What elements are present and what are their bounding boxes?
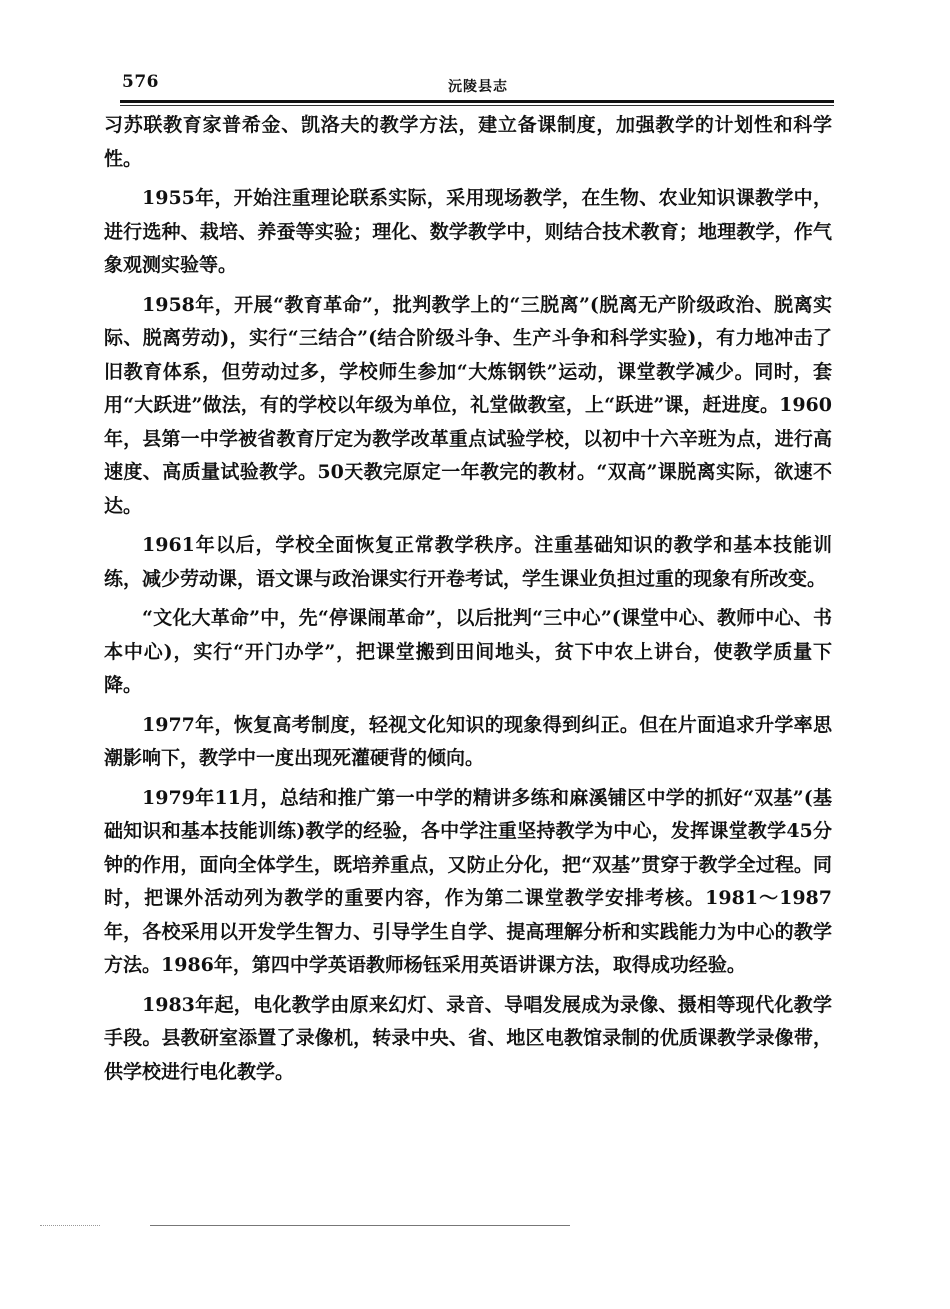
paragraph: 1979年11月，总结和推广第一中学的精讲多练和麻溪铺区中学的抓好“双基”(基础知识和基本技能训练)教学的经验，各中学注重坚持教学为中心，发挥课堂教学45分钟的作用，面向全体学生，既培养重点，又防止分化，把“双基”贯穿于教学全过程。同时，把课外活动列为教学的重要内容，作为第二课堂教学安排考核。1981～1987年，各校采用以开发学生智力、引导学生自学、提高理解分析和实践能力为中心的教学方法。1986年，第四中学英语教师杨钰采用英语讲课方法，取得成功经验。 bbox=[104, 786, 832, 976]
scan-artifact-line bbox=[150, 1225, 570, 1226]
page-number: 576 bbox=[122, 72, 159, 92]
paragraph: 1955年，开始注重理论联系实际，采用现场教学，在生物、农业知识课教学中，进行选种、栽培、养蚕等实验；理化、数学教学中，则结合技术教育；地理教学，作气象观测实验等。 bbox=[104, 187, 832, 276]
header-rule-thin bbox=[120, 105, 834, 106]
book-title: 沅陵县志 bbox=[448, 79, 508, 95]
header-rule bbox=[120, 100, 834, 103]
paragraph: 1983年起，电化教学由原来幻灯、录音、导唱发展成为录像、摄相等现代化教学手段。县教研室添置了录像机，转录中央、省、地区电教馆录制的优质课教学录像带，供学校进行电化教学。 bbox=[104, 993, 832, 1083]
body-text bbox=[104, 109, 832, 1095]
paragraph: “文化大革命”中，先“停课闹革命”，以后批判“三中心”(课堂中心、教师中心、书本中心)，实行“开门办学”，把课堂搬到田间地头，贫下中农上讲台，使教学质量下降。 bbox=[104, 607, 832, 696]
paragraph-continued: 习苏联教育家普希金、凯洛夫的教学方法，建立备课制度，加强教学的计划性和科学性。 bbox=[104, 114, 832, 170]
paragraph: 1958年，开展“教育革命”，批判教学上的“三脱离”(脱离无产阶级政治、脱离实际、脱离劳动)，实行“三结合”(结合阶级斗争、生产斗争和科学实验)，有力地冲击了旧教育体系，但劳动过多，学校师生参加“大炼钢铁”运动，课堂教学减少。同时，套用“大跃进”做法，有的学校以年级为单位，礼堂做教室，上“跃进”课，赶进度。1960年，县第一中学被省教育厅定为教学改革重点试验学校，以初中十六辛班为点，进行高速度、高质量试验教学。50天教完原定一年教完的教材。“双高”课脱离实际，欲速不达。 bbox=[104, 293, 832, 517]
page-header bbox=[122, 70, 834, 100]
paragraph: 1961年以后，学校全面恢复正常教学秩序。注重基础知识的教学和基本技能训练，减少劳动课，语文课与政治课实行开卷考试，学生课业负担过重的现象有所改变。 bbox=[104, 534, 832, 590]
scan-artifact-dash bbox=[40, 1225, 100, 1226]
paragraph: 1977年，恢复高考制度，轻视文化知识的现象得到纠正。但在片面追求升学率思潮影响下，教学中一度出现死灌硬背的倾向。 bbox=[104, 713, 832, 769]
